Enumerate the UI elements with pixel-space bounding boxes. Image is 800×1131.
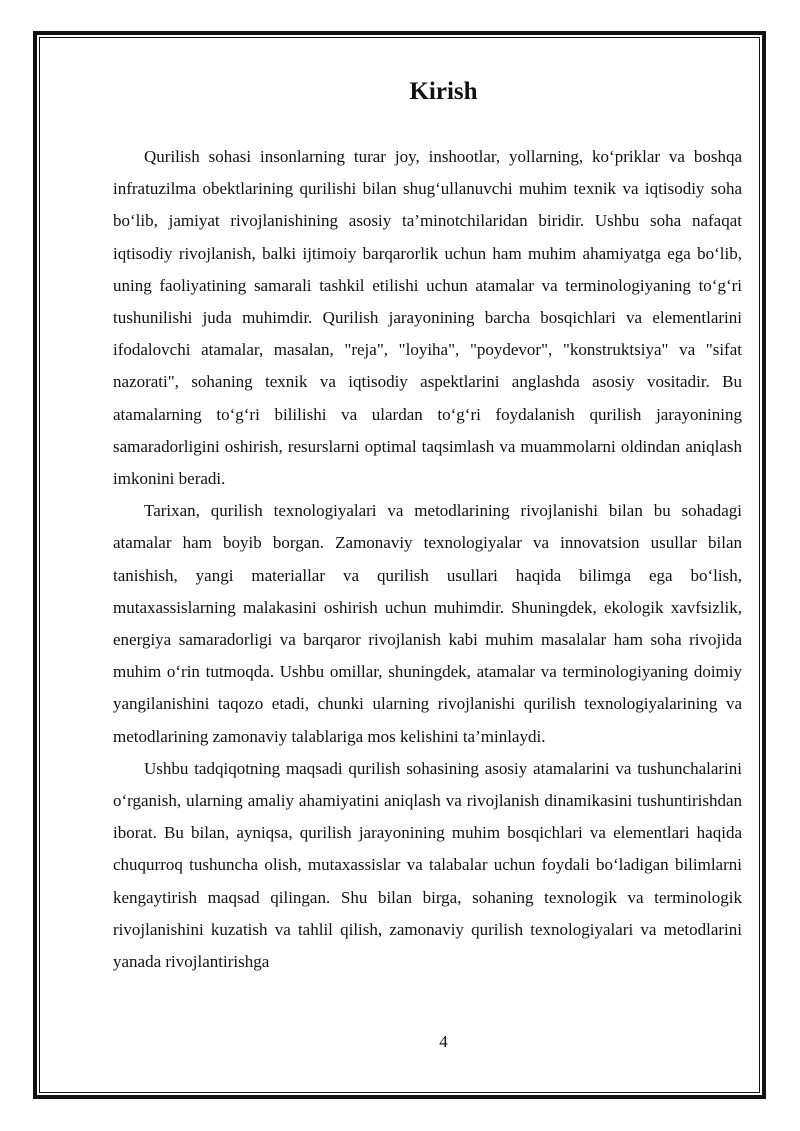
paragraph: Ushbu tadqiqotning maqsadi qurilish sohasining asosiy atamalarini va tushunchalarini o‘rganish, ularning amaliy ahamiyatini aniqlash va rivojlanish dinamikasini tushuntirishdan iborat. Bu bilan, ayniqsa, qurilish jarayonining muhim bosqichlari va elementlari haqida chuqurroq tushuncha olish, mutaxassislar va talabalar uchun foydali bo‘ladigan bilimlarni kengaytirish maqsad qilingan. Shu bilan birga, sohaning texnologik va terminologik rivojlanishini kuzatish va tahlil qilish, zamonaviy qurilish texnologiyalari va metodlarini yanada rivojlantirishga <box>113 758 742 972</box>
paragraph: Qurilish sohasi insonlarning turar joy, inshootlar, yollarning, ko‘priklar va boshqa infratuzilma obektlarining qurilishi bilan shug‘ullanuvchi muhim texnik va iqtisodiy soha bo‘lib, jamiyat rivojlanishining asosiy ta’minotchilaridan biridir. Ushbu soha nafaqat iqtisodiy rivojlanish, balki ijtimoiy barqarorlik uchun ham muhim ahamiyatga ega bo‘lib, uning faoliyatining samarali tashkil etilishi uchun atamalar va terminologiyaning to‘g‘ri tushunilishi juda muhimdir. Qurilish jarayonining barcha bosqichlari va elementlarini ifodalovchi atamalar, masalan, "reja", "loyiha", "poydevor", "konstruktsiya" va "sifat nazorati", sohaning texnik va iqtisodiy aspektlarini anglashda asosiy vositadir. Bu atamalarning to‘g‘ri bililishi va ulardan to‘g‘ri foydalanish qurilish jarayonining samaradorligini oshirish, resurslarni optimal taqsimlash va muammolarni oldindan aniqlash imkonini beradi. <box>113 147 742 489</box>
paragraph: Tarixan, qurilish texnologiyalari va metodlarining rivojlanishi bilan bu sohadagi atamalar ham boyib borgan. Zamonaviy texnologiyalar va innovatsion usullar bilan tanishish, yangi materiallar va qurilish usullari haqida bilimga ega bo‘lish, mutaxassislarning malakasini oshirish uchun muhimdir. Shuningdek, ekologik xavfsizlik, energiya samaradorligi va barqaror rivojlanish kabi muhim masalalar ham soha rivojida muhim o‘rin tutmoqda. Ushbu omillar, shuningdek, atamalar va terminologiyaning doimiy yangilanishini taqozo etadi, chunki ularning rivojlanishi qurilish texnologiyalarining va metodlarining zamonaviy talablariga mos kelishini ta’minlaydi. <box>113 501 742 746</box>
document-body <box>113 141 742 978</box>
page-number: 4 <box>439 1032 448 1051</box>
page-title: Kirish <box>409 78 478 105</box>
